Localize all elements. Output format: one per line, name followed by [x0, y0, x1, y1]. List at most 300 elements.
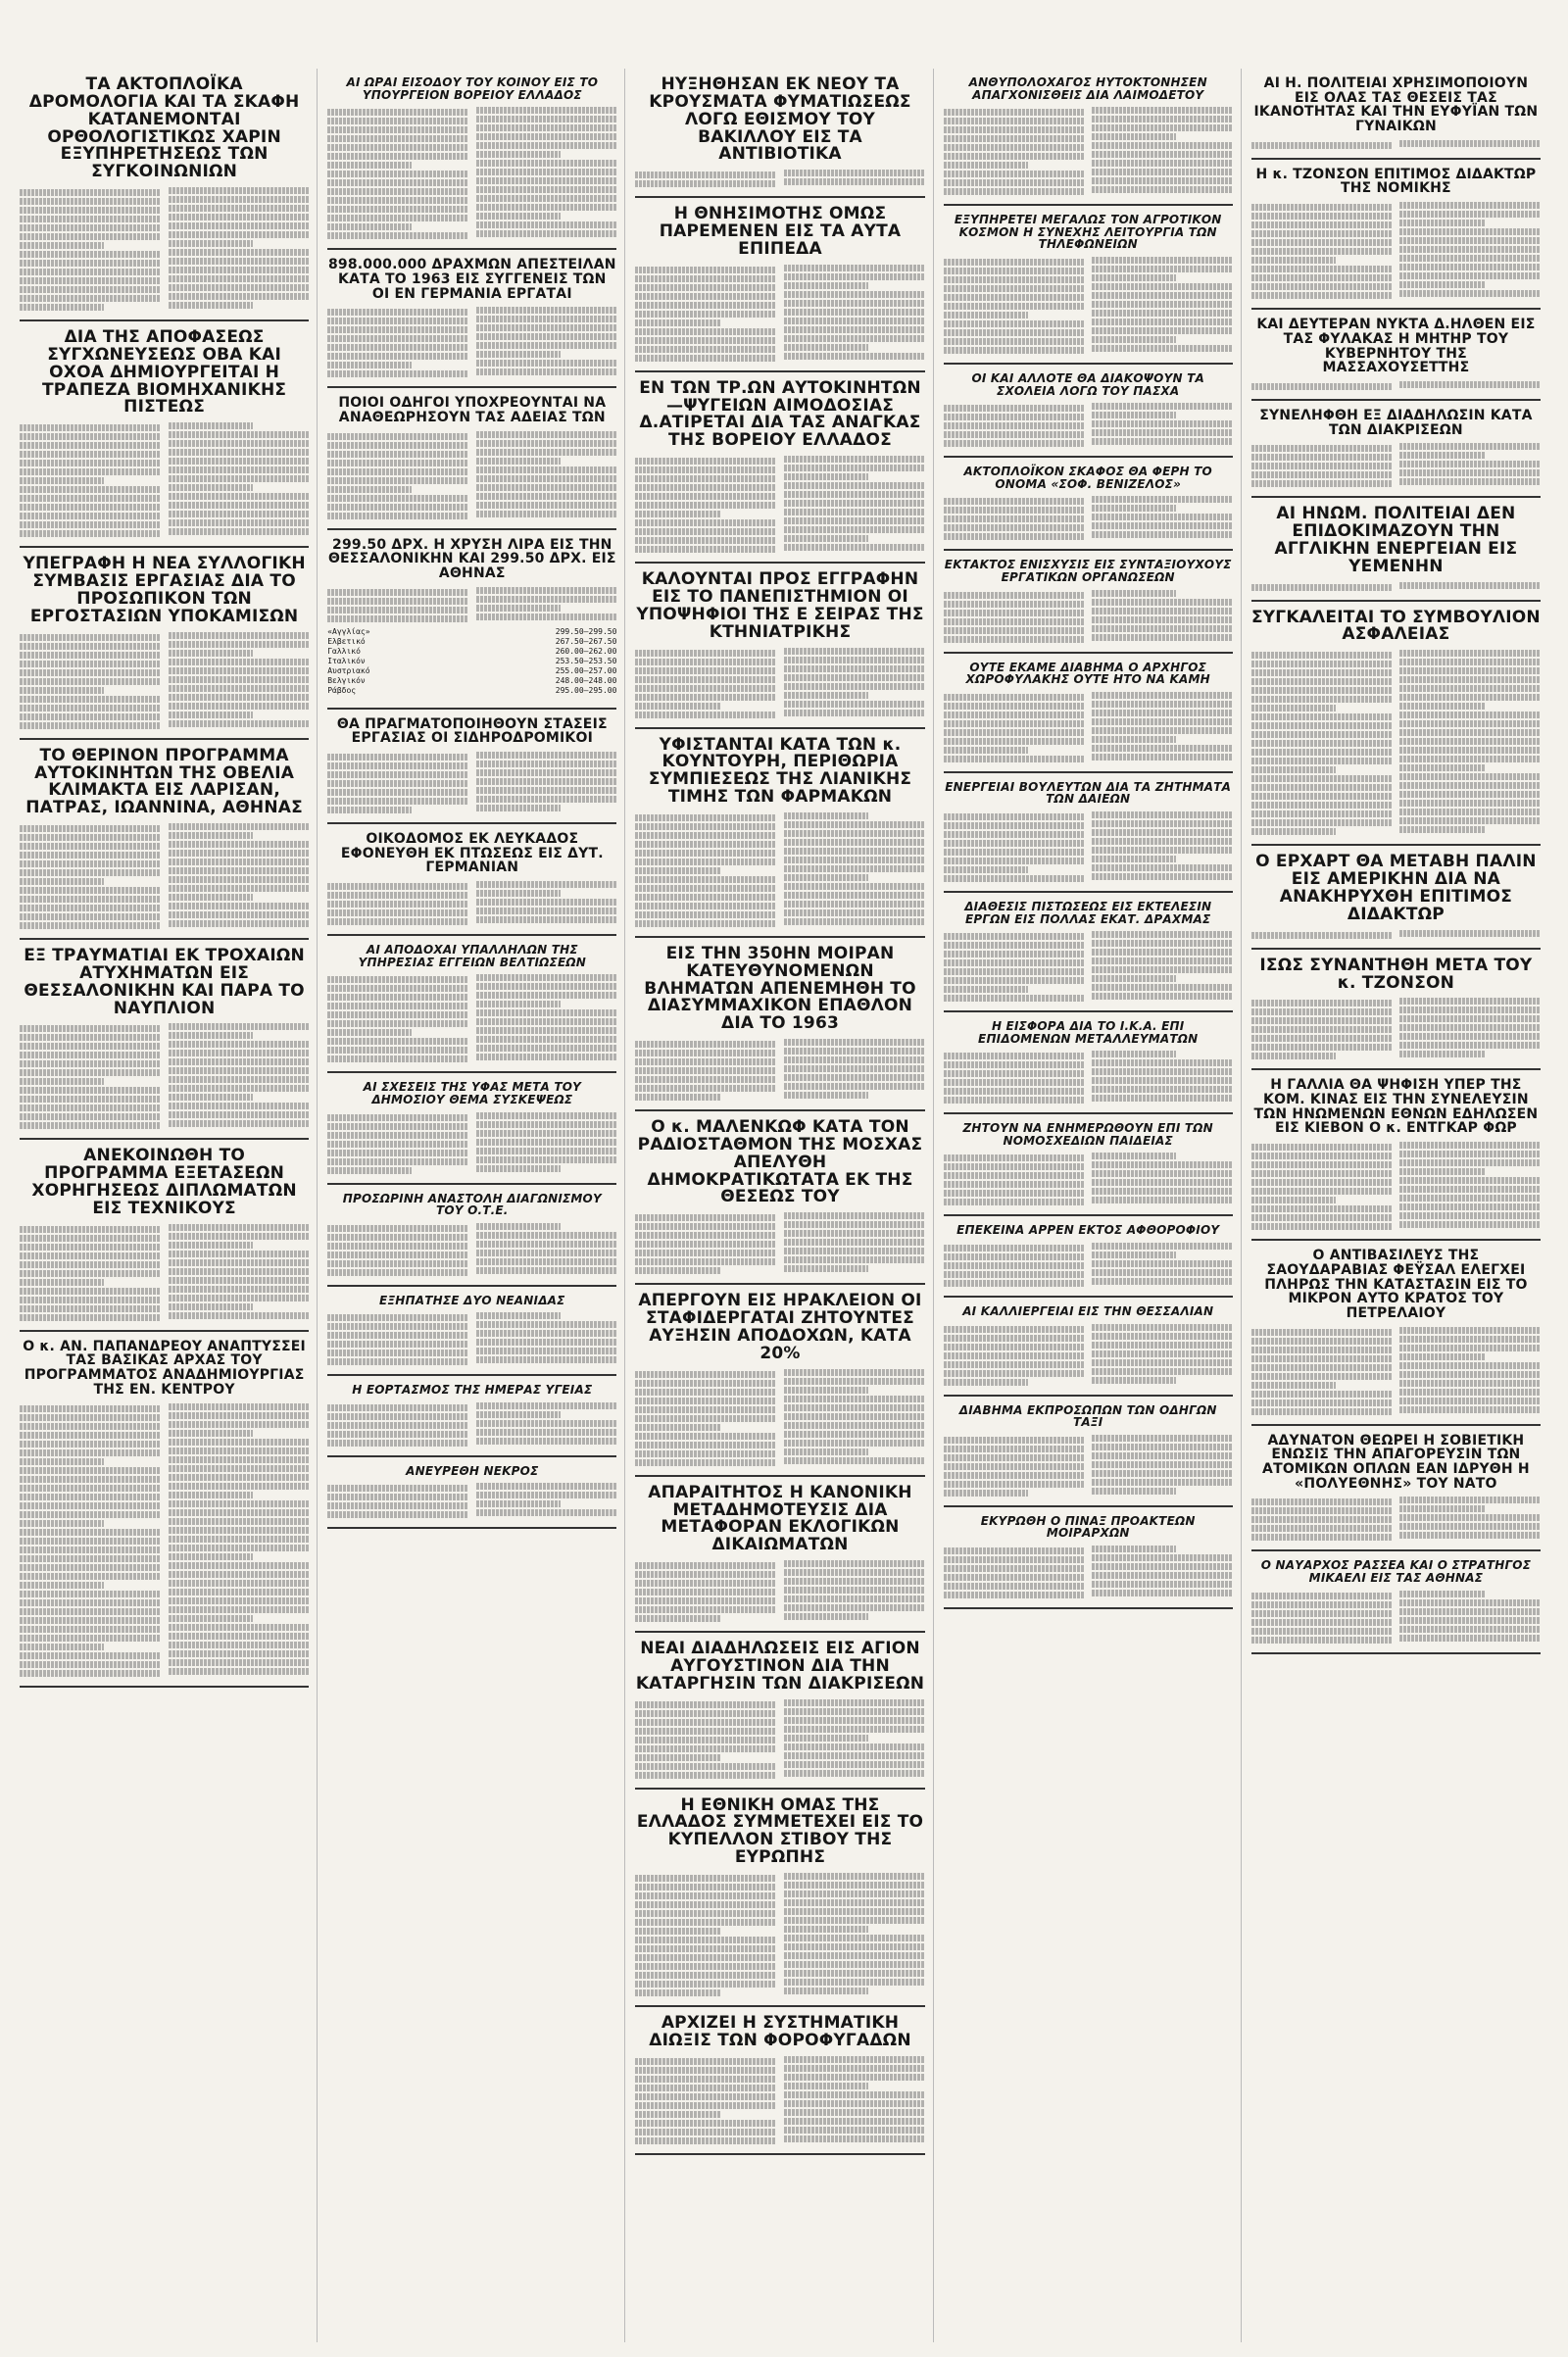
text-line	[327, 985, 468, 992]
text-line	[1092, 124, 1233, 131]
table-row	[327, 686, 616, 696]
text-line	[784, 465, 925, 471]
text-line	[169, 519, 310, 526]
text-line	[1092, 1086, 1233, 1093]
text-line	[1092, 1051, 1176, 1057]
text-line	[476, 1420, 617, 1427]
text-line	[1092, 1153, 1176, 1159]
text-line	[1092, 984, 1233, 991]
text-line	[944, 951, 1085, 958]
text-line	[169, 1553, 253, 1560]
text-line	[476, 1438, 617, 1445]
text-line	[20, 1458, 104, 1465]
text-line	[944, 1565, 1085, 1572]
text-line	[944, 1463, 1085, 1470]
text-line	[635, 1615, 719, 1622]
text-line	[327, 513, 468, 519]
text-line	[1399, 791, 1541, 798]
text-line	[635, 1085, 776, 1092]
text-line	[635, 466, 776, 473]
text-line	[784, 1440, 925, 1447]
text-line	[944, 627, 1085, 634]
text-line	[169, 1527, 310, 1534]
text-line	[20, 486, 161, 493]
text-line	[476, 360, 617, 367]
text-line	[20, 1599, 161, 1606]
text-line	[1092, 634, 1233, 641]
text-line	[169, 466, 310, 473]
article-headline: ΥΠΕΓΡΑΦΗ Η ΝΕΑ ΣΥΛΛΟΓΙΚΗ ΣΥΜΒΑΣΙΣ ΕΡΓΑΣΙΑΣ ΔΙΑ ΤΟ ΠΡΟΣΩΠΙΚΟΝ ΤΩΝ ΕΡΓΟΣΤΑΣΙΩΝ ΥΠΟΚΑΜΙΣΩΝ	[23, 554, 306, 626]
text-line	[635, 676, 776, 683]
article-headline: ΕΝΕΡΓΕΙΑΙ ΒΟΥΛΕΥΤΩΝ ΔΙΑ ΤΑ ΖΗΤΗΜΑΤΑ ΤΩΝ ΔΑΙΕΩΝ	[945, 779, 1232, 807]
text-line	[20, 468, 161, 475]
text-line	[169, 1421, 310, 1428]
text-line	[1092, 1452, 1233, 1459]
text-line	[1399, 1406, 1541, 1413]
text-line	[20, 189, 161, 196]
text-line	[1399, 659, 1541, 665]
article-body	[635, 1212, 924, 1275]
text-line	[327, 807, 412, 813]
text-line	[476, 1036, 617, 1043]
text-line	[169, 284, 310, 291]
article-body	[635, 648, 924, 719]
text-line	[784, 1431, 925, 1438]
text-line	[476, 160, 617, 167]
article	[635, 1633, 924, 1790]
text-line	[1251, 678, 1393, 685]
article	[944, 773, 1233, 893]
text-line	[169, 528, 310, 535]
text-line	[1092, 608, 1233, 614]
text-line	[784, 1378, 925, 1385]
text-line	[476, 778, 617, 785]
text-line	[327, 442, 468, 449]
text-line	[169, 632, 310, 639]
text-line	[476, 974, 617, 981]
text-line	[1399, 756, 1541, 762]
text-line	[1251, 1610, 1393, 1617]
article-headline: ΣΥΓΚΑΛΕΙΤΑΙ ΤΟ ΣΥΜΒΟΥΛΙΟΝ ΑΣΦΑΛΕΙΑΣ	[1250, 607, 1541, 645]
text-line	[327, 798, 468, 805]
table-row	[327, 676, 616, 686]
text-line	[784, 874, 868, 881]
text-line	[635, 850, 776, 857]
text-line	[944, 840, 1085, 847]
text-line	[1092, 1170, 1233, 1177]
text-line	[784, 2091, 925, 2098]
text-line	[635, 1380, 776, 1387]
text-line	[1092, 1377, 1176, 1384]
article-headline: ΠΟΙΟΙ ΟΔΗΓΟΙ ΥΠΟΧΡΕΟΥΝΤΑΙ ΝΑ ΑΝΑΘΕΩΡΗΣΟΥΝ ΤΑΣ ΑΔΕΙΑΣ ΤΩΝ	[338, 395, 607, 425]
text-line	[169, 1111, 310, 1118]
text-line	[1092, 811, 1233, 818]
text-line	[327, 1167, 412, 1174]
text-line	[476, 133, 617, 140]
text-line	[635, 1954, 776, 1961]
text-line	[1251, 1382, 1336, 1389]
text-line	[1399, 720, 1541, 727]
text-line	[169, 1224, 310, 1231]
text-line	[1251, 463, 1393, 469]
text-line	[784, 1908, 925, 1915]
text-line	[20, 1626, 161, 1633]
text-line	[327, 1323, 468, 1330]
text-line	[1399, 272, 1541, 279]
text-line	[635, 484, 776, 491]
text-line	[169, 1076, 310, 1083]
text-line	[20, 843, 161, 850]
text-line	[169, 449, 310, 456]
text-line	[784, 1770, 925, 1777]
table-row	[327, 627, 616, 637]
text-line	[327, 162, 412, 169]
text-line	[1399, 1151, 1541, 1157]
text-line	[327, 1132, 468, 1139]
text-line	[784, 282, 868, 289]
text-line	[327, 780, 468, 787]
text-line	[784, 2127, 925, 2134]
text-line	[784, 1882, 925, 1889]
text-line	[1399, 1195, 1541, 1202]
article	[20, 548, 309, 739]
article-headline: ΑΝΘΥΠΟΛΟΧΑΓΟΣ ΗΥΤΟΚΤΟΝΗΣΕΝ ΑΠΑΓΧΟΝΙΣΘΕΙΣ ΔΙΑ ΛΑΙΜΟΔΕΤΟΥ	[968, 75, 1207, 102]
text-line	[1092, 116, 1233, 123]
text-line	[784, 909, 925, 916]
text-line	[944, 320, 1085, 327]
text-line	[784, 517, 925, 524]
text-line	[20, 251, 161, 258]
text-line	[20, 1297, 161, 1303]
article-body	[20, 1023, 309, 1130]
text-line	[944, 694, 1085, 701]
text-line	[784, 1935, 925, 1941]
text-line	[1399, 1389, 1541, 1396]
text-line	[20, 669, 161, 676]
article-headline: ΕΚΥΡΩΘΗ Ο ΠΙΝΑΞ ΠΡΟΑΚΤΕΩΝ ΜΟΙΡΑΡΧΩΝ	[980, 1513, 1196, 1541]
text-line	[1399, 478, 1541, 485]
text-line	[1399, 1514, 1541, 1521]
text-line	[1399, 469, 1541, 476]
text-line	[20, 678, 161, 685]
text-line	[327, 1252, 468, 1258]
text-line	[20, 198, 161, 205]
text-line	[635, 267, 776, 273]
text-line	[1251, 1008, 1393, 1015]
text-line	[20, 1060, 161, 1067]
text-line	[1092, 1581, 1233, 1588]
article-body	[1251, 202, 1541, 300]
text-line	[1251, 731, 1393, 738]
text-line	[1251, 661, 1393, 667]
text-line	[476, 107, 617, 114]
article-headline: ΔΙΑΒΗΜΑ ΕΚΠΡΟΣΩΠΩΝ ΤΩΝ ΟΔΗΓΩΝ ΤΑΞΙ	[958, 1402, 1217, 1430]
text-line	[169, 1268, 310, 1275]
text-line	[1092, 1243, 1233, 1250]
text-line	[1092, 292, 1233, 299]
text-line	[169, 1050, 310, 1056]
article-body	[635, 265, 924, 363]
text-line	[1092, 1444, 1233, 1450]
article-headline: ΑΙ ΚΑΛΛΙΕΡΓΕΙΑΙ ΕΙΣ ΤΗΝ ΘΕΣΣΑΛΙΑΝ	[962, 1304, 1214, 1319]
text-line	[635, 1371, 776, 1378]
text-line	[1092, 599, 1233, 606]
text-line	[476, 493, 617, 500]
text-line	[1251, 802, 1393, 809]
text-line	[476, 1339, 617, 1346]
text-line	[635, 493, 776, 500]
text-line	[635, 275, 776, 282]
article-headline: ΑΙ Η. ΠΟΛΙΤΕΙΑΙ ΧΡΗΣΙΜΟΠΟΙΟΥΝ ΕΙΣ ΟΛΑΣ ΤΑΣ ΘΕΣΕΙΣ ΤΑΣ ΙΚΑΝΟΤΗΤΑΣ ΚΑΙ ΤΗΝ ΕΥΦΥΪΑΝ ΤΩΝ ΓΥΝΑΙΚΩΝ	[1253, 75, 1539, 135]
text-line	[1092, 864, 1233, 871]
text-line	[944, 1280, 1085, 1287]
article-body	[944, 496, 1233, 541]
text-line	[635, 1710, 776, 1717]
text-line	[1092, 966, 1233, 973]
text-line	[1092, 736, 1176, 743]
text-line	[784, 1726, 925, 1733]
table-row	[327, 637, 616, 647]
text-line	[784, 1457, 925, 1464]
text-line	[327, 1413, 468, 1420]
text-line	[476, 511, 617, 517]
text-line	[1092, 1554, 1233, 1561]
text-line	[327, 598, 468, 605]
text-line	[20, 834, 161, 841]
article	[635, 69, 924, 198]
text-line	[784, 1248, 925, 1254]
article-headline: ΑΙ ΑΠΟΔΟΧΑΙ ΥΠΑΛΛΗΛΩΝ ΤΗΣ ΥΠΗΡΕΣΙΑΣ ΕΓΓΕΙΩΝ ΒΕΛΤΙΩΣΕΩΝ	[358, 943, 586, 969]
text-line	[784, 1952, 925, 1959]
text-line	[635, 1223, 776, 1230]
text-line	[1399, 782, 1541, 789]
text-line	[784, 821, 925, 828]
text-line	[20, 1252, 161, 1259]
text-line	[784, 482, 925, 489]
text-line	[784, 1396, 925, 1402]
text-line	[784, 1899, 925, 1906]
text-line	[784, 1743, 925, 1750]
text-line	[784, 2118, 925, 2125]
text-line	[1092, 1470, 1233, 1477]
text-line	[327, 901, 468, 908]
text-line	[476, 502, 617, 509]
text-line	[476, 195, 617, 202]
text-line	[20, 1244, 161, 1251]
text-line	[1092, 949, 1233, 956]
text-line	[635, 302, 776, 309]
text-line	[784, 309, 925, 316]
text-line	[476, 449, 617, 456]
text-line	[1251, 1516, 1393, 1523]
article-headline: Η ΓΑΛΛΙΑ ΘΑ ΨΗΦΙΣΗ ΥΠΕΡ ΤΗΣ ΚΟΜ. ΚΙΝΑΣ ΕΙΣ ΤΗΝ ΣΥΝΕΛΕΥΣΙΝ ΤΩΝ ΗΝΩΜΕΝΩΝ ΕΘΝΩΝ ΕΔΗΛΩΣΕΝ ΕΙΣ ΚΙΕΒΟΝ Ο κ. ΕΝΤΓΚΑΡ ΦΩΡ	[1253, 1077, 1539, 1137]
table-cell-value: 260.00—262.00	[555, 646, 617, 656]
text-line	[635, 1267, 719, 1274]
text-line	[327, 1114, 468, 1121]
article	[327, 69, 616, 250]
text-line	[20, 696, 161, 703]
text-line	[784, 326, 925, 333]
text-line	[784, 535, 868, 542]
text-line	[476, 186, 617, 193]
article	[327, 936, 616, 1073]
text-line	[635, 885, 776, 892]
text-line	[784, 265, 925, 271]
text-line	[476, 1356, 617, 1363]
text-line	[1251, 1179, 1393, 1186]
text-line	[944, 109, 1085, 116]
text-line	[1399, 461, 1541, 467]
text-line	[476, 333, 617, 340]
article-body	[20, 632, 309, 730]
text-line	[635, 876, 776, 883]
text-line	[635, 1884, 776, 1891]
article-headline: ΠΡΟΣΩΡΙΝΗ ΑΝΑΣΤΟΛΗ ΔΙΑΓΩΝΙΣΜΟΥ ΤΟΥ Ο.Τ.Ε.	[342, 1191, 602, 1218]
text-line	[784, 892, 925, 899]
text-line	[1399, 443, 1541, 450]
text-line	[784, 1265, 868, 1272]
text-line	[1251, 1628, 1393, 1635]
text-line	[784, 1917, 925, 1924]
text-line	[169, 1259, 310, 1266]
text-line	[1092, 1324, 1233, 1331]
article-body	[635, 1039, 924, 1102]
text-line	[635, 1928, 719, 1935]
text-line	[327, 495, 468, 502]
text-line	[169, 440, 310, 447]
article-body	[1251, 1497, 1541, 1542]
text-line	[476, 614, 617, 620]
text-line	[1092, 1350, 1233, 1357]
text-line	[944, 1344, 1085, 1350]
text-line	[784, 1613, 868, 1620]
text-line	[635, 2137, 776, 2144]
text-line	[635, 1389, 776, 1396]
text-line	[1251, 705, 1336, 712]
article	[327, 1457, 616, 1530]
text-line	[476, 805, 561, 811]
text-line	[327, 109, 468, 116]
text-line	[327, 353, 468, 360]
article-body	[1251, 1591, 1541, 1645]
text-line	[1399, 1327, 1541, 1334]
text-line	[169, 1615, 253, 1622]
text-line	[169, 431, 310, 438]
text-line	[1092, 1269, 1233, 1276]
text-line	[944, 968, 1085, 975]
text-line	[169, 703, 310, 710]
text-line	[944, 329, 1085, 336]
text-line	[476, 1429, 617, 1436]
text-line	[20, 1547, 161, 1553]
text-line	[169, 911, 310, 918]
text-line	[635, 867, 719, 874]
text-line	[1251, 1026, 1393, 1033]
text-line	[20, 216, 161, 222]
text-line	[635, 502, 776, 509]
text-line	[1251, 1053, 1336, 1059]
text-line	[635, 911, 776, 918]
text-line	[1251, 775, 1393, 782]
article	[327, 710, 616, 824]
text-line	[476, 204, 617, 211]
text-line	[327, 1123, 468, 1130]
text-line	[169, 1277, 310, 1284]
article-headline: ΕΠΕΚΕΙΝΑ ΑΡΡΕΝ ΕΚΤΟΣ ΑΦΘΟΡΟΦΙΟΥ	[956, 1223, 1220, 1238]
text-line	[169, 823, 310, 830]
text-line	[476, 1112, 617, 1119]
text-line	[20, 1520, 104, 1527]
text-line	[944, 312, 1028, 319]
text-line	[1092, 177, 1233, 184]
text-line	[1251, 810, 1393, 817]
text-line	[327, 1141, 468, 1148]
text-line	[944, 959, 1085, 966]
text-line	[169, 1430, 253, 1437]
text-line	[1251, 221, 1393, 228]
text-line	[327, 1038, 468, 1045]
article-headline: ΔΙΑ ΤΗΣ ΑΠΟΦΑΣΕΩΣ ΣΥΓΧΩΝΕΥΣΕΩΣ ΟΒΑ ΚΑΙ ΟΧΟΑ ΔΗΜΙΟΥΡΓΕΙΤΑΙ Η ΤΡΑΠΕΖΑ ΒΙΟΜΗΧΑΝΙΚΗΣ ΠΙΣΤΕΩΣ	[42, 327, 287, 417]
text-line	[944, 303, 1085, 310]
text-line	[327, 909, 468, 916]
text-line	[1092, 820, 1233, 827]
text-line	[944, 162, 1028, 169]
column-3	[635, 69, 933, 2342]
text-line	[1399, 809, 1541, 815]
text-line	[1251, 1000, 1393, 1007]
text-line	[635, 346, 776, 353]
text-line	[944, 153, 1085, 160]
text-line	[1251, 766, 1336, 773]
text-line	[784, 1699, 925, 1706]
text-line	[476, 351, 561, 358]
text-line	[476, 587, 617, 594]
text-line	[327, 144, 468, 151]
text-line	[20, 860, 161, 867]
text-line	[1251, 142, 1393, 149]
text-line	[476, 324, 617, 331]
text-line	[20, 1617, 161, 1624]
table-cell-label: Ράβδος	[327, 685, 357, 695]
text-line	[944, 1181, 1085, 1188]
text-line	[327, 1440, 468, 1447]
text-line	[944, 1446, 1085, 1452]
text-line	[476, 787, 617, 794]
article-headline: ΤΟ ΘΕΡΙΝΟΝ ΠΡΟΓΡΑΜΜΑ ΑΥΤΟΚΙΝΗΤΩΝ ΤΗΣ ΟΒΕΛΙΑ ΚΛΙΜΑΚΤΑ ΕΙΣ ΛΑΡΙΣΑΝ, ΠΑΤΡΑΣ, ΙΩΑΝΝΙΝΑ, ΑΘΗΝΑΣ	[25, 745, 303, 818]
text-line	[327, 370, 468, 377]
article-body	[1251, 443, 1541, 488]
text-line	[1251, 1153, 1393, 1159]
text-line	[944, 712, 1085, 718]
text-line	[20, 1529, 161, 1536]
article	[635, 729, 924, 938]
article-body	[327, 431, 616, 520]
text-line	[169, 1536, 310, 1543]
text-line	[20, 242, 104, 249]
text-line	[327, 318, 468, 324]
text-line	[476, 230, 617, 237]
text-line	[169, 1120, 310, 1127]
text-line	[1251, 1197, 1336, 1203]
text-line	[476, 899, 617, 906]
text-line	[169, 1624, 310, 1631]
text-line	[944, 524, 1085, 531]
text-line	[1399, 738, 1541, 745]
text-line	[20, 1025, 161, 1032]
text-line	[169, 1242, 253, 1249]
text-line	[327, 223, 412, 230]
text-line	[1399, 1142, 1541, 1149]
